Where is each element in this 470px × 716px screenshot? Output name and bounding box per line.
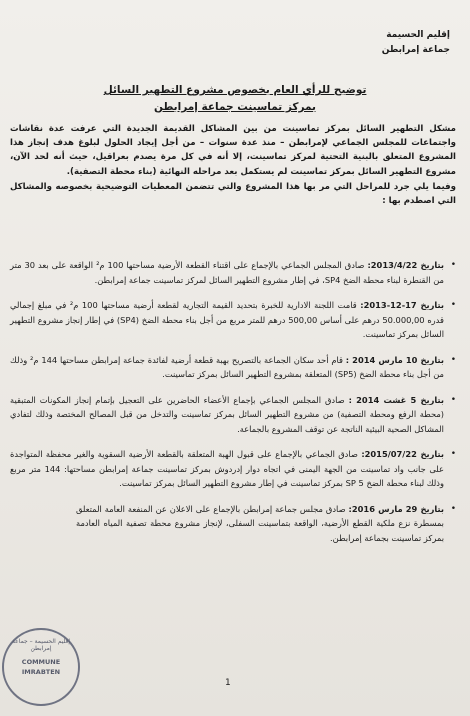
- bullet-icon: •: [450, 394, 456, 405]
- bullet-icon: •: [450, 260, 456, 270]
- entry-date: بتاريخ 29 مارس 2016:: [348, 503, 444, 514]
- commune-stamp: [2, 628, 80, 706]
- document-title: [0, 82, 470, 116]
- title-line-1: توضيح للرأي العام بخصوص مشروع التطهير السائل: [103, 84, 367, 96]
- commune-name: جماعة إمرابطن: [381, 45, 450, 55]
- entry-text: صادق مجلس جماعة إمرابطن بالإجماع على الاعلان عن المنفعة العامة المتعلق بمسطرة نزع ملكية القطع الأرضية، الواقعة بتماسينت السفلى، لإنجاز مشروع محطة تصفية المياه العادمة بمركز تماسينت بجماعة إمرابطن.: [76, 503, 444, 543]
- intro-section: [10, 122, 456, 209]
- entry-date: بتاريخ 10 مارس 2014 :: [345, 354, 444, 365]
- stamp-line-2: IMRABTEN: [21, 668, 61, 676]
- province-name: إقليم الحسيمة: [386, 30, 450, 40]
- timeline-entry: [10, 353, 456, 382]
- entry-date: بتاريخ 2015/07/22:: [361, 449, 444, 459]
- bullet-icon: •: [450, 503, 456, 514]
- page-number: 1: [225, 678, 231, 688]
- intro-paragraph-1: مشكل التطهير السائل بمركز تماسينت من بين المشاكل القديمة الجديدة التي عرفت عدة نقاشات واجتماعات للمجلس الجماعي لإمرابطن – منذ عدة سنوات – من أجل إيجاد الحلول لبلوغ هدف إنجاز هذا المشروع المتعلق بالبنية التحتية لمركز تماسينت، إلا أنه في كل مرة يصدم بعراقيل، حيث أنه لحد الآن، مشروع التطهير السائل بمركز تماسينت لم يستكمل بعد مراحله النهائية (بناء محطة التصفية).: [10, 124, 456, 177]
- entry-text: صادق المجلس الجماعي بإجماع الأعضاء الحاضرين على التعجيل بإتمام إنجاز المكونات المتبقية (محطة الرفع ومحطة التصفية) من مشروع التطهير السائل بمركز تماسينت والتدخل من قبل المصالح المختصة وذلك لتفادي المشاكل الصحية البيئية الناتجة عن توقف المشروع بالجماعة.: [10, 394, 444, 434]
- stamp-arabic-text: إقليم الحسيمة – جماعة إمرابطن: [11, 638, 71, 652]
- entry-date: بتاريخ 2013/4/22:: [367, 260, 444, 270]
- entry-date: بتاريخ 17-12-2013:: [360, 300, 444, 310]
- timeline-entry: [10, 502, 456, 546]
- entry-text: قام أحد سكان الجماعة بالتصريح بهبة قطعة أرضية لفائدة جماعة إمرابطن مساحتها 144 م² وذلك من أجل بناء محطة الضخ (SP5) المتعلقة بمشروع التطهير السائل بمركز تماسينت.: [10, 354, 444, 379]
- timeline-entry: [10, 258, 456, 287]
- letterhead: [382, 28, 450, 58]
- entry-text: صادق الجماعي بالإجماع على قبول الهبة المتعلقة بالقطعة الأرضية السقوية والغير محفظة المتواجدة على جانب واد تماسينت من الجهة اليمنى في اتجاه دوار إدردوش بمركز تماسينت جماعة إمرابطن مساحتها: 144 متر مربع وذلك لبناء محطة الضخ SP 5 بمركز تماسينت في إطار مشروع التطهير السائل بمركز تماسينت.: [10, 449, 444, 488]
- entry-date: بتاريخ 5 غشت 2014 :: [348, 394, 444, 405]
- intro-paragraph-2: وفيما يلي جرد للمراحل التي مر بها هذا المشروع والتي تتضمن المعطيات التوضيحية بخصوصه والمشاكل التي اصطدم بها :: [10, 181, 456, 207]
- timeline-entry: [10, 447, 456, 491]
- timeline-list: [10, 258, 456, 545]
- timeline-entry: [10, 298, 456, 342]
- title-line-2: بمركز تماسينت جماعة إمرابطن: [154, 101, 316, 113]
- stamp-line-1: COMMUNE: [21, 658, 61, 666]
- bullet-icon: •: [450, 354, 456, 365]
- entry-text: صادق المجلس الجماعي بالإجماع على اقتناء القطعة الأرضية مساحتها 100 م² الواقعة على بعد 30 متر من القنطرة لبناء محطة الضخ SP4، في إطار مشروع التطهير السائل لمركز تماسينت جماعة إمرابطن.: [10, 260, 444, 285]
- bullet-icon: •: [450, 449, 456, 459]
- timeline-entry: [10, 393, 456, 437]
- entry-text: قامت اللجنة الادارية للخبرة بتحديد القيمة التجارية لقطعة أرضية مساحتها 100 م² في مبلغ إجمالي قدره 50.000,00 درهم على أساس 500,00 درهم للمتر مربع من أجل بناء محطة الضخ (SP4) في إطار إنجاز مشروع التطهير السائل بمركز تماسينت.: [10, 300, 444, 339]
- bullet-icon: •: [450, 300, 456, 310]
